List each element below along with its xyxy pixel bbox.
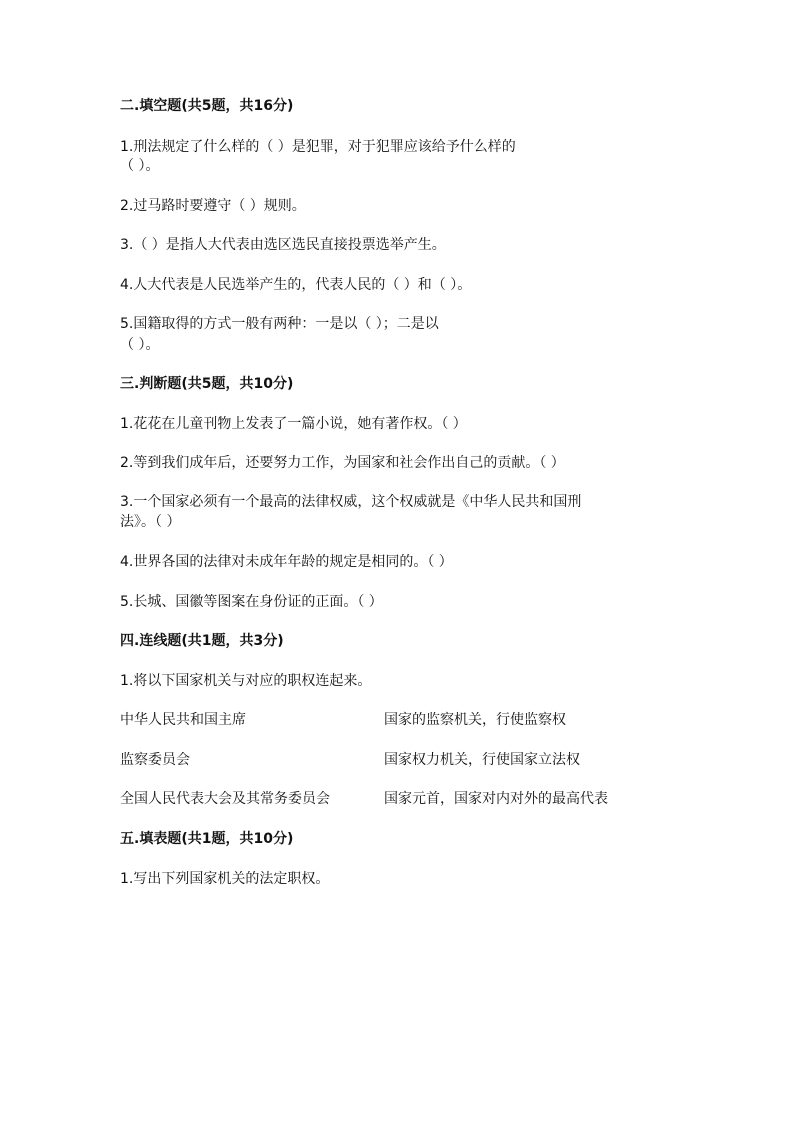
fill-blank-q2: 2.过马路时要遵守（ ）规则。 xyxy=(120,198,306,214)
fill-blank-q5-line1: 5.国籍取得的方式一般有两种：一是以（ ）；二是以 xyxy=(120,316,439,332)
matching-left-item: 全国人民代表大会及其常务委员会 xyxy=(120,791,330,807)
section-fill-blank-title: 二.填空题(共5题，共16分) xyxy=(120,98,294,114)
true-false-q1: 1.花花在儿童刊物上发表了一篇小说，她有著作权。（ ） xyxy=(120,416,467,432)
section-matching-title: 四.连线题(共1题，共3分) xyxy=(120,633,284,649)
true-false-q3-line2: 法》。（ ） xyxy=(120,514,181,530)
matching-left-item: 监察委员会 xyxy=(120,752,190,768)
true-false-q4: 4.世界各国的法律对未成年年龄的规定是相同的。（ ） xyxy=(120,554,453,570)
section-table-fill-title: 五.填表题(共1题，共10分) xyxy=(120,831,294,847)
fill-blank-q1-line2: （ ）。 xyxy=(120,158,160,174)
matching-instruction: 1.将以下国家机关与对应的职权连起来。 xyxy=(120,673,372,689)
true-false-q2: 2.等到我们成年后，还要努力工作，为国家和社会作出自己的贡献。（ ） xyxy=(120,455,565,471)
matching-left-item: 中华人民共和国主席 xyxy=(120,712,246,728)
table-fill-instruction: 1.写出下列国家机关的法定职权。 xyxy=(120,871,330,887)
true-false-q5: 5.长城、国徽等图案在身份证的正面。（ ） xyxy=(120,594,383,610)
true-false-q3-line1: 3.一个国家必须有一个最高的法律权威，这个权威就是《中华人民共和国刑 xyxy=(120,494,582,510)
matching-right-item: 国家权力机关，行使国家立法权 xyxy=(384,752,580,768)
matching-right-item: 国家的监察机关，行使监察权 xyxy=(384,712,566,728)
fill-blank-q3: 3.（ ）是指人大代表由选区选民直接投票选举产生。 xyxy=(120,237,446,253)
fill-blank-q4: 4.人大代表是人民选举产生的，代表人民的（ ）和（ ）。 xyxy=(120,277,472,293)
section-true-false-title: 三.判断题(共5题，共10分) xyxy=(120,376,294,392)
fill-blank-q1-line1: 1.刑法规定了什么样的（ ）是犯罪，对于犯罪应该给予什么样的 xyxy=(120,139,516,155)
fill-blank-q5-line2: （ ）。 xyxy=(120,337,160,353)
matching-right-item: 国家元首，国家对内对外的最高代表 xyxy=(384,791,608,807)
